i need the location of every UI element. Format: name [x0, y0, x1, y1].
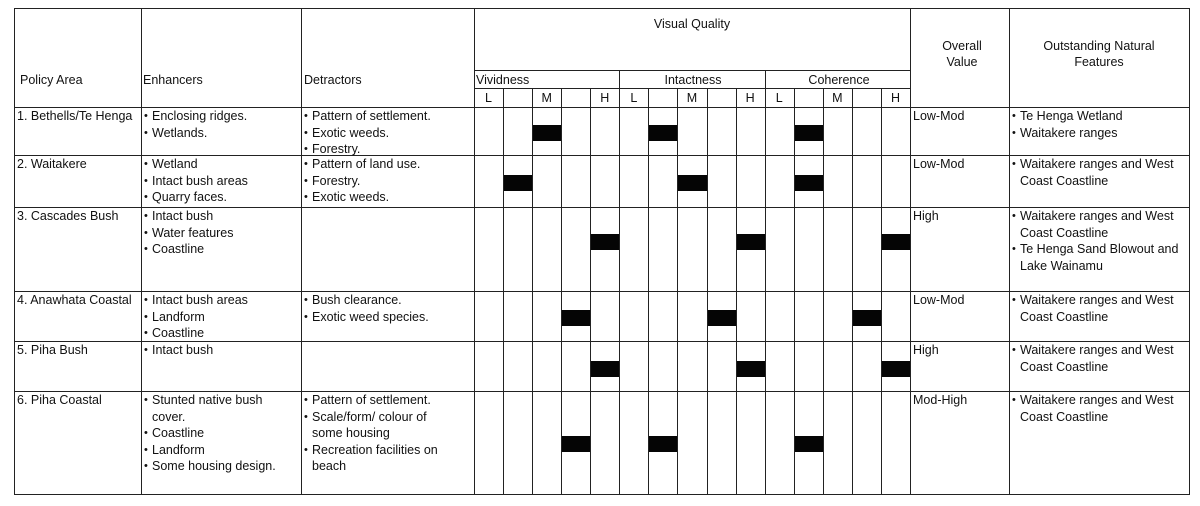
features-list [1012, 208, 1182, 274]
group-divider [765, 70, 766, 494]
intactness-rating-mark [737, 361, 765, 377]
overall-value-cell: Low-Mod [913, 109, 965, 123]
list-item: • Exotic weeds. [304, 125, 452, 142]
detractors-list [304, 108, 452, 158]
intactness-rating-mark [737, 234, 765, 250]
list-item: • Coastline [144, 425, 294, 442]
enhancers-list [144, 392, 294, 475]
coherence-rating-mark [795, 125, 823, 141]
column-divider [474, 8, 475, 494]
vividness-rating-mark [533, 125, 561, 141]
group-vividness: Vividness [476, 73, 530, 87]
list-item: • Recreation facilities on beach [304, 442, 452, 475]
visual-quality-table [14, 8, 1189, 494]
table-border [14, 8, 1190, 9]
overall-value-cell: Mod-High [913, 393, 968, 407]
list-item: • Waitakere ranges and West Coast Coastline [1012, 392, 1182, 425]
level-divider [736, 88, 737, 494]
detractors-list [304, 292, 452, 325]
list-item: • Pattern of settlement. [304, 392, 452, 409]
level-label-vividness: H [600, 91, 610, 105]
intactness-rating-mark [649, 436, 677, 452]
level-label-coherence: H [890, 91, 901, 105]
level-divider [707, 88, 708, 494]
enhancers-list [144, 156, 294, 206]
header-enhancers: Enhancers [143, 73, 203, 87]
level-label-vividness: M [541, 91, 552, 105]
coherence-rating-mark [882, 361, 910, 377]
list-item: • Exotic weeds. [304, 189, 452, 206]
column-divider [910, 8, 911, 494]
header-divider [474, 88, 910, 89]
list-item: • Waitakere ranges and West Coast Coastline [1012, 156, 1182, 189]
list-item: • Stunted native bush cover. [144, 392, 294, 425]
list-item: • Te Henga Sand Blowout and Lake Wainamu [1012, 241, 1182, 274]
header-outstanding-features: Outstanding Natural Features [1043, 39, 1155, 69]
column-divider [1189, 8, 1190, 494]
level-divider [503, 88, 504, 494]
policy-area-cell: 3. Cascades Bush [17, 209, 119, 223]
coherence-rating-mark [795, 175, 823, 191]
enhancers-list [144, 292, 294, 342]
enhancers-list [144, 208, 294, 258]
list-item: • Intact bush areas [144, 292, 294, 309]
level-divider [852, 88, 853, 494]
list-item: • Pattern of settlement. [304, 108, 452, 125]
list-item: • Pattern of land use. [304, 156, 452, 173]
coherence-rating-mark [853, 310, 881, 326]
level-divider [590, 88, 591, 494]
group-coherence: Coherence [808, 73, 870, 87]
level-divider [823, 88, 824, 494]
level-label-coherence: L [775, 91, 783, 105]
overall-value-cell: High [913, 343, 939, 357]
list-item: • Exotic weed species. [304, 309, 452, 326]
level-label-intactness: L [630, 91, 638, 105]
list-item: • Coastline [144, 241, 294, 258]
coherence-rating-mark [882, 234, 910, 250]
intactness-rating-mark [708, 310, 736, 326]
intactness-rating-mark [649, 125, 677, 141]
group-divider [619, 70, 620, 494]
policy-area-cell: 2. Waitakere [17, 157, 87, 171]
list-item: • Waitakere ranges and West Coast Coastline [1012, 208, 1182, 241]
list-item: • Wetlands. [144, 125, 294, 142]
level-divider [881, 88, 882, 494]
list-item: • Scale/form/ colour of some housing [304, 409, 452, 442]
list-item: • Landform [144, 442, 294, 459]
list-item: • Waitakere ranges and West Coast Coastline [1012, 342, 1182, 375]
list-item: • Wetland [144, 156, 294, 173]
level-divider [794, 88, 795, 494]
overall-value-cell: Low-Mod [913, 293, 965, 307]
vividness-rating-mark [504, 175, 532, 191]
list-item: • Waitakere ranges [1012, 125, 1182, 142]
policy-area-cell: 6. Piha Coastal [17, 393, 102, 407]
enhancers-list [144, 342, 294, 359]
features-list [1012, 156, 1182, 189]
policy-area-cell: 1. Bethells/Te Henga [17, 109, 133, 123]
list-item: • Bush clearance. [304, 292, 452, 309]
list-item: • Intact bush [144, 342, 294, 359]
header-detractors: Detractors [304, 73, 362, 87]
overall-value-cell: High [913, 209, 939, 223]
enhancers-list [144, 108, 294, 141]
level-label-vividness: L [485, 91, 492, 105]
vividness-rating-mark [591, 234, 619, 250]
overall-value-cell: Low-Mod [913, 157, 965, 171]
level-label-intactness: H [745, 91, 755, 105]
level-label-coherence: M [832, 91, 843, 105]
list-item: • Enclosing ridges. [144, 108, 294, 125]
coherence-rating-mark [795, 436, 823, 452]
policy-area-cell: 4. Anawhata Coastal [17, 293, 132, 307]
table-border [14, 494, 1190, 495]
header-divider [474, 70, 910, 71]
list-item: • Intact bush areas [144, 173, 294, 190]
level-divider [677, 88, 678, 494]
list-item: • Te Henga Wetland [1012, 108, 1182, 125]
policy-area-cell: 5. Piha Bush [17, 343, 88, 357]
level-label-intactness: M [686, 91, 698, 105]
features-list [1012, 342, 1182, 375]
features-list [1012, 392, 1182, 425]
column-divider [141, 8, 142, 494]
vividness-rating-mark [562, 310, 590, 326]
list-item: • Water features [144, 225, 294, 242]
header-policy-area: Policy Area [20, 73, 83, 87]
features-list [1012, 108, 1182, 141]
intactness-rating-mark [678, 175, 706, 191]
level-divider [532, 88, 533, 494]
vividness-rating-mark [591, 361, 619, 377]
features-list [1012, 292, 1182, 325]
header-visual-quality: Visual Quality [653, 17, 731, 31]
list-item: • Quarry faces. [144, 189, 294, 206]
vividness-rating-mark [562, 436, 590, 452]
level-divider [561, 88, 562, 494]
list-item: • Forestry. [304, 141, 452, 158]
list-item: • Landform [144, 309, 294, 326]
detractors-list [304, 156, 452, 206]
level-divider [648, 88, 649, 494]
list-item: • Coastline [144, 325, 294, 342]
group-intactness: Intactness [664, 73, 722, 87]
column-divider [14, 8, 15, 494]
detractors-list [304, 392, 452, 475]
list-item: • Intact bush [144, 208, 294, 225]
column-divider [1009, 8, 1010, 494]
column-divider [301, 8, 302, 494]
list-item: • Some housing design. [144, 458, 294, 475]
header-overall-value: Overall Value [942, 39, 982, 69]
list-item: • Waitakere ranges and West Coast Coastline [1012, 292, 1182, 325]
list-item: • Forestry. [304, 173, 452, 190]
